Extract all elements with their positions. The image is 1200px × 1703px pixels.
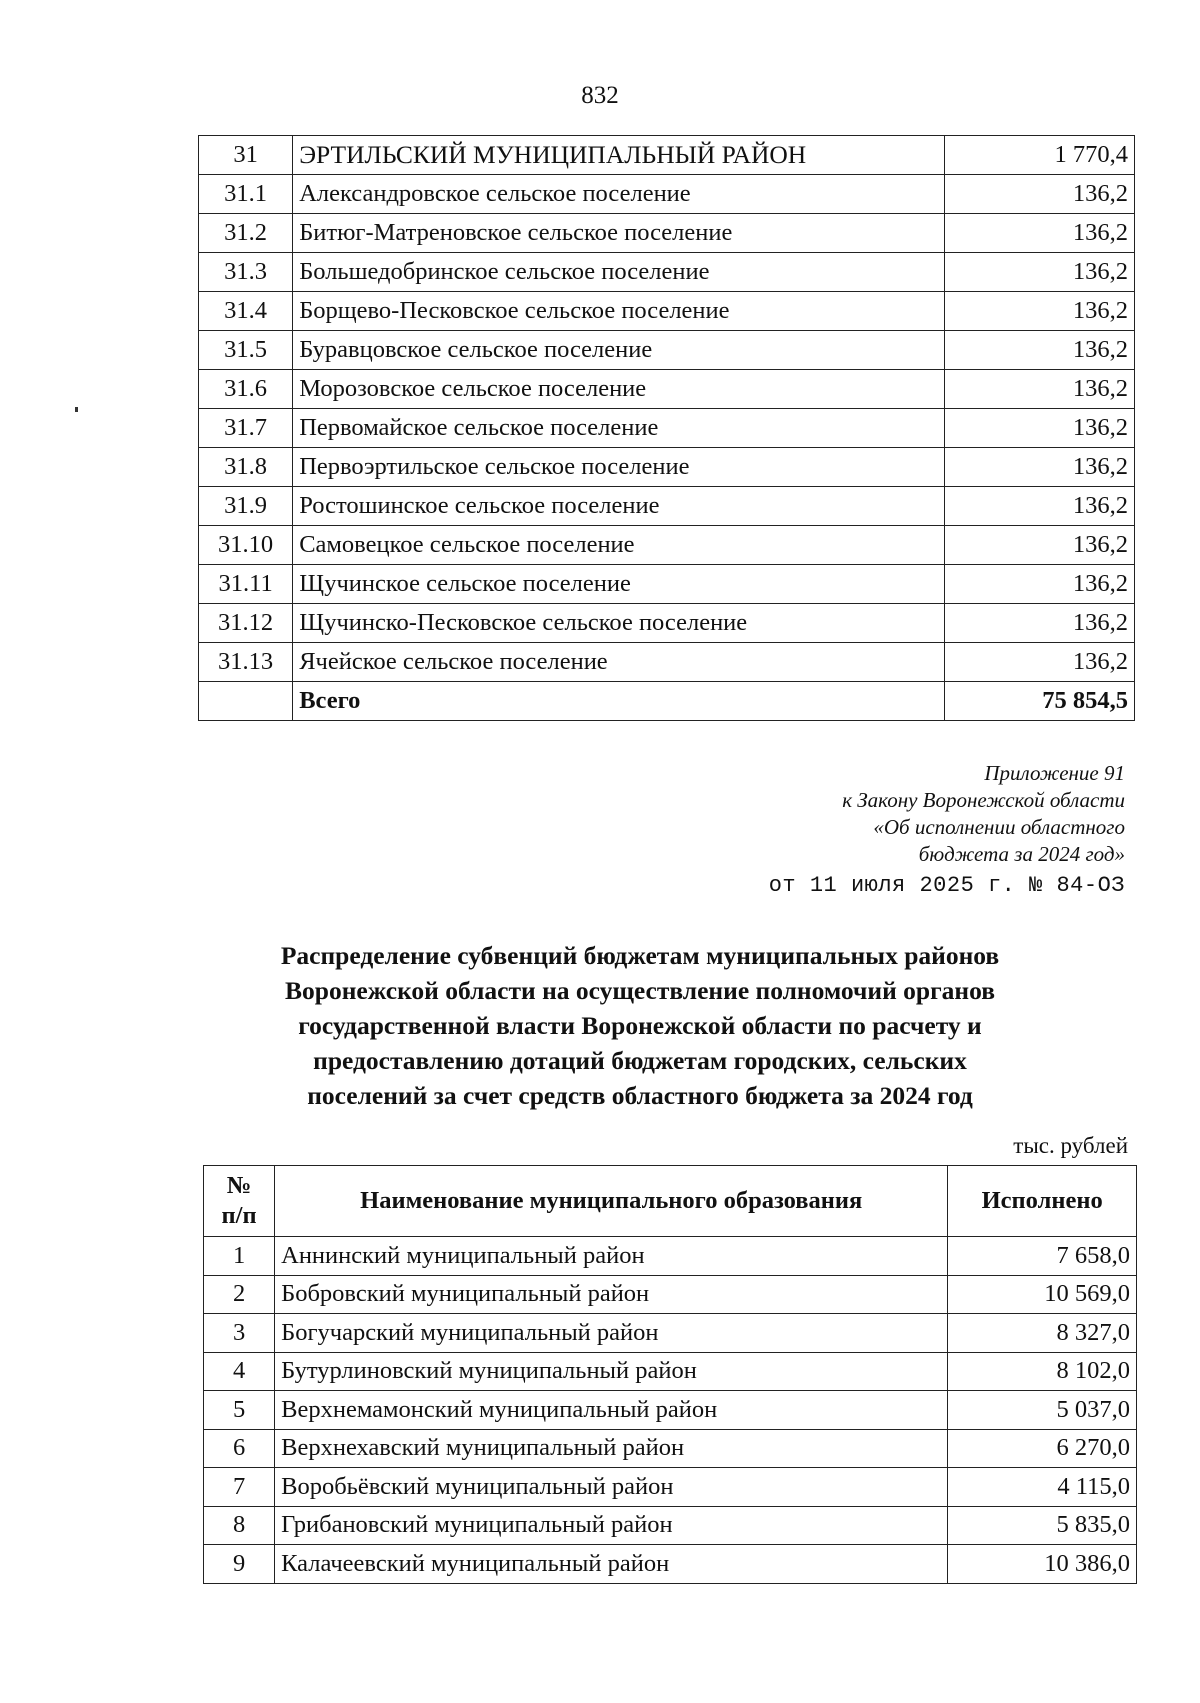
appendix-line: к Закону Воронежской области [842, 788, 1125, 812]
row-name: Грибановский муниципальный район [275, 1506, 948, 1545]
row-value: 136,2 [944, 331, 1134, 370]
row-value: 136,2 [944, 409, 1134, 448]
total-value: 75 854,5 [944, 682, 1134, 721]
total-label: Всего [293, 682, 944, 721]
row-name: Верхнемамонский муниципальный район [275, 1391, 948, 1430]
header-number-line1: № [226, 1172, 252, 1199]
title-line: поселений за счет средств областного бюджета за 2024 год [307, 1081, 973, 1110]
row-name: Морозовское сельское поселение [293, 370, 944, 409]
row-name: Борщево-Песковское сельское поселение [293, 292, 944, 331]
row-name: Воробьёвский муниципальный район [275, 1468, 948, 1507]
row-value: 5 037,0 [948, 1391, 1137, 1430]
table-row [204, 1545, 1137, 1584]
table-row [199, 565, 1135, 604]
row-name: Первоэртильское сельское поселение [293, 448, 944, 487]
table-row [204, 1429, 1137, 1468]
row-number: 31.6 [199, 370, 293, 409]
row-name: Богучарский муниципальный район [275, 1314, 948, 1353]
row-value: 4 115,0 [948, 1468, 1137, 1507]
appendix-line: бюджета за 2024 год» [918, 842, 1125, 866]
appendix-note [842, 760, 1125, 868]
table-row [199, 136, 1135, 175]
table-row [204, 1237, 1137, 1276]
row-number: 9 [204, 1545, 275, 1584]
table-row [199, 370, 1135, 409]
row-value: 6 270,0 [948, 1429, 1137, 1468]
row-number: 3 [204, 1314, 275, 1353]
table-row [199, 331, 1135, 370]
row-number [199, 682, 293, 721]
subventions-table [203, 1165, 1137, 1584]
row-value: 7 658,0 [948, 1237, 1137, 1276]
title-line: Распределение субвенций бюджетам муниципальных районов [280, 941, 1000, 970]
page-number: 832 [581, 82, 619, 109]
table-row [204, 1391, 1137, 1430]
header-number [204, 1166, 275, 1237]
row-value: 10 386,0 [948, 1545, 1137, 1584]
row-value: 136,2 [944, 526, 1134, 565]
row-name: Большедобринское сельское поселение [293, 253, 944, 292]
row-number: 31.7 [199, 409, 293, 448]
title-line: государственной власти Воронежской области по расчету и [298, 1011, 982, 1040]
header-name: Наименование муниципального образования [275, 1166, 948, 1237]
row-name: Самовецкое сельское поселение [293, 526, 944, 565]
row-value: 136,2 [944, 448, 1134, 487]
table-row [199, 487, 1135, 526]
row-value: 136,2 [944, 253, 1134, 292]
row-value: 136,2 [944, 643, 1134, 682]
row-number: 31.3 [199, 253, 293, 292]
table-header-row [204, 1166, 1137, 1237]
row-number: 31.5 [199, 331, 293, 370]
row-number: 4 [204, 1352, 275, 1391]
table-row [204, 1468, 1137, 1507]
row-name: Бобровский муниципальный район [275, 1275, 948, 1314]
row-number: 6 [204, 1429, 275, 1468]
row-name: Ячейское сельское поселение [293, 643, 944, 682]
table-row [199, 214, 1135, 253]
row-value: 136,2 [944, 487, 1134, 526]
row-number: 5 [204, 1391, 275, 1430]
ertil-settlements-table [198, 135, 1135, 721]
table-row [199, 253, 1135, 292]
scan-speck [75, 407, 78, 412]
table-row [204, 1275, 1137, 1314]
table-row [204, 1352, 1137, 1391]
title-line: Воронежской области на осуществление полномочий органов [285, 976, 995, 1005]
row-number: 31.9 [199, 487, 293, 526]
header-number-line2: п/п [221, 1202, 257, 1229]
row-name: Верхнехавский муниципальный район [275, 1429, 948, 1468]
row-number: 31.8 [199, 448, 293, 487]
total-row [199, 682, 1135, 721]
table-row [199, 604, 1135, 643]
row-number: 7 [204, 1468, 275, 1507]
row-value: 10 569,0 [948, 1275, 1137, 1314]
row-name: Битюг-Матреновское сельское поселение [293, 214, 944, 253]
row-value: 136,2 [944, 370, 1134, 409]
row-name: Калачеевский муниципальный район [275, 1545, 948, 1584]
row-value: 136,2 [944, 565, 1134, 604]
row-number: 31.12 [199, 604, 293, 643]
table-row [204, 1506, 1137, 1545]
row-value: 136,2 [944, 292, 1134, 331]
row-value: 136,2 [944, 175, 1134, 214]
table-row [199, 526, 1135, 565]
row-number: 1 [204, 1237, 275, 1276]
header-value: Исполнено [948, 1166, 1137, 1237]
table-row [199, 175, 1135, 214]
units-label: тыс. рублей [1013, 1133, 1128, 1158]
appendix-line: «Об исполнении областного [873, 815, 1125, 839]
row-name: Щучинско-Песковское сельское поселение [293, 604, 944, 643]
row-name: Аннинский муниципальный район [275, 1237, 948, 1276]
table-row [204, 1314, 1137, 1353]
row-number: 31.13 [199, 643, 293, 682]
row-name: Ростошинское сельское поселение [293, 487, 944, 526]
row-value: 8 327,0 [948, 1314, 1137, 1353]
table-row [199, 448, 1135, 487]
row-name: Александровское сельское поселение [293, 175, 944, 214]
row-number: 8 [204, 1506, 275, 1545]
table-row [199, 643, 1135, 682]
appendix-line: Приложение 91 [984, 761, 1125, 785]
row-value: 1 770,4 [944, 136, 1134, 175]
table-row [199, 409, 1135, 448]
row-name: Буравцовское сельское поселение [293, 331, 944, 370]
row-number: 31.4 [199, 292, 293, 331]
row-value: 5 835,0 [948, 1506, 1137, 1545]
row-number: 31 [199, 136, 293, 175]
row-name: ЭРТИЛЬСКИЙ МУНИЦИПАЛЬНЫЙ РАЙОН [293, 136, 944, 175]
row-value: 136,2 [944, 214, 1134, 253]
row-number: 31.1 [199, 175, 293, 214]
row-name: Щучинское сельское поселение [293, 565, 944, 604]
row-name: Бутурлиновский муниципальный район [275, 1352, 948, 1391]
law-date-stamp: от 11 июля 2025 г. № 84-ОЗ [768, 873, 1125, 898]
title-line: предоставлению дотаций бюджетам городских, сельских [313, 1046, 967, 1075]
row-number: 31.10 [199, 526, 293, 565]
row-number: 2 [204, 1275, 275, 1314]
document-title [200, 938, 1080, 1113]
row-value: 8 102,0 [948, 1352, 1137, 1391]
table-row [199, 292, 1135, 331]
row-number: 31.2 [199, 214, 293, 253]
row-number: 31.11 [199, 565, 293, 604]
row-value: 136,2 [944, 604, 1134, 643]
row-name: Первомайское сельское поселение [293, 409, 944, 448]
